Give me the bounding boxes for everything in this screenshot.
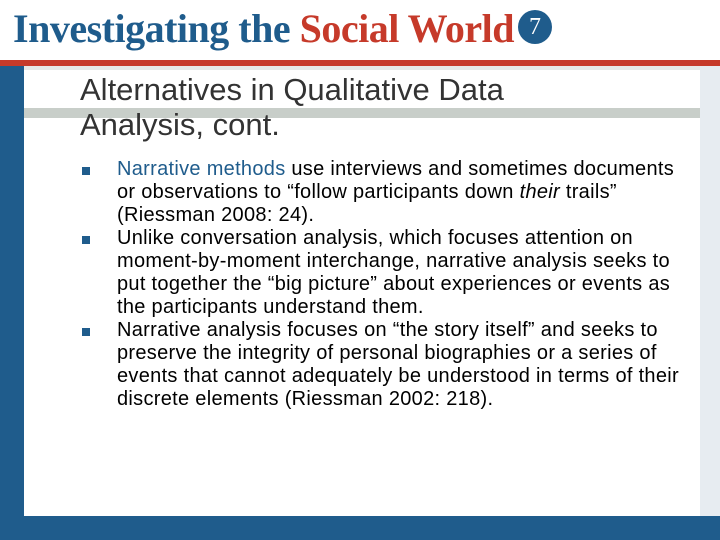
slide-title-line-2: Analysis, cont.: [80, 107, 280, 142]
slide-title: [80, 72, 680, 142]
bullet-item-story-itself: [82, 319, 682, 411]
header-banner: [0, 0, 720, 60]
bullet-item-narrative-methods: [82, 158, 682, 227]
right-frame-bar: [700, 66, 720, 540]
bullet-list: [82, 158, 682, 411]
chapter-badge: 7: [518, 10, 552, 44]
slide-title-line-1: Alternatives in Qualitative Data: [80, 72, 504, 107]
bullet-text-part: use interviews and sometimes documents or observations to “follow participants down: [117, 158, 675, 203]
square-bullet-icon: [82, 236, 90, 244]
left-frame-bar: [0, 66, 24, 540]
bullet-text: Unlike conversation analysis, which focuses attention on moment-by-moment interchange, narrative analysis seeks to put together the “big picture” about experiences or events as the participants understand them.: [117, 227, 671, 318]
bullet-text-part: trails” (Riessman 2008: 24).: [117, 181, 617, 226]
key-term: Narrative methods: [117, 158, 286, 180]
logo-part1: Investigating the: [13, 6, 300, 51]
logo-part2: Social World: [299, 6, 514, 51]
bottom-frame-bar: [0, 516, 720, 540]
bullet-text: Narrative analysis focuses on “the story itself” and seeks to preserve the integrity of personal biographies or a series of events that cannot adequately be understood in terms of their discrete elements (Riessman 2002: 218).: [117, 319, 679, 410]
bullet-item-conversation-analysis: [82, 227, 682, 319]
bullet-italic-text: their: [519, 181, 560, 203]
square-bullet-icon: [82, 328, 90, 336]
square-bullet-icon: [82, 167, 90, 175]
title-top-rule: [24, 66, 700, 70]
book-logo: [13, 6, 514, 52]
